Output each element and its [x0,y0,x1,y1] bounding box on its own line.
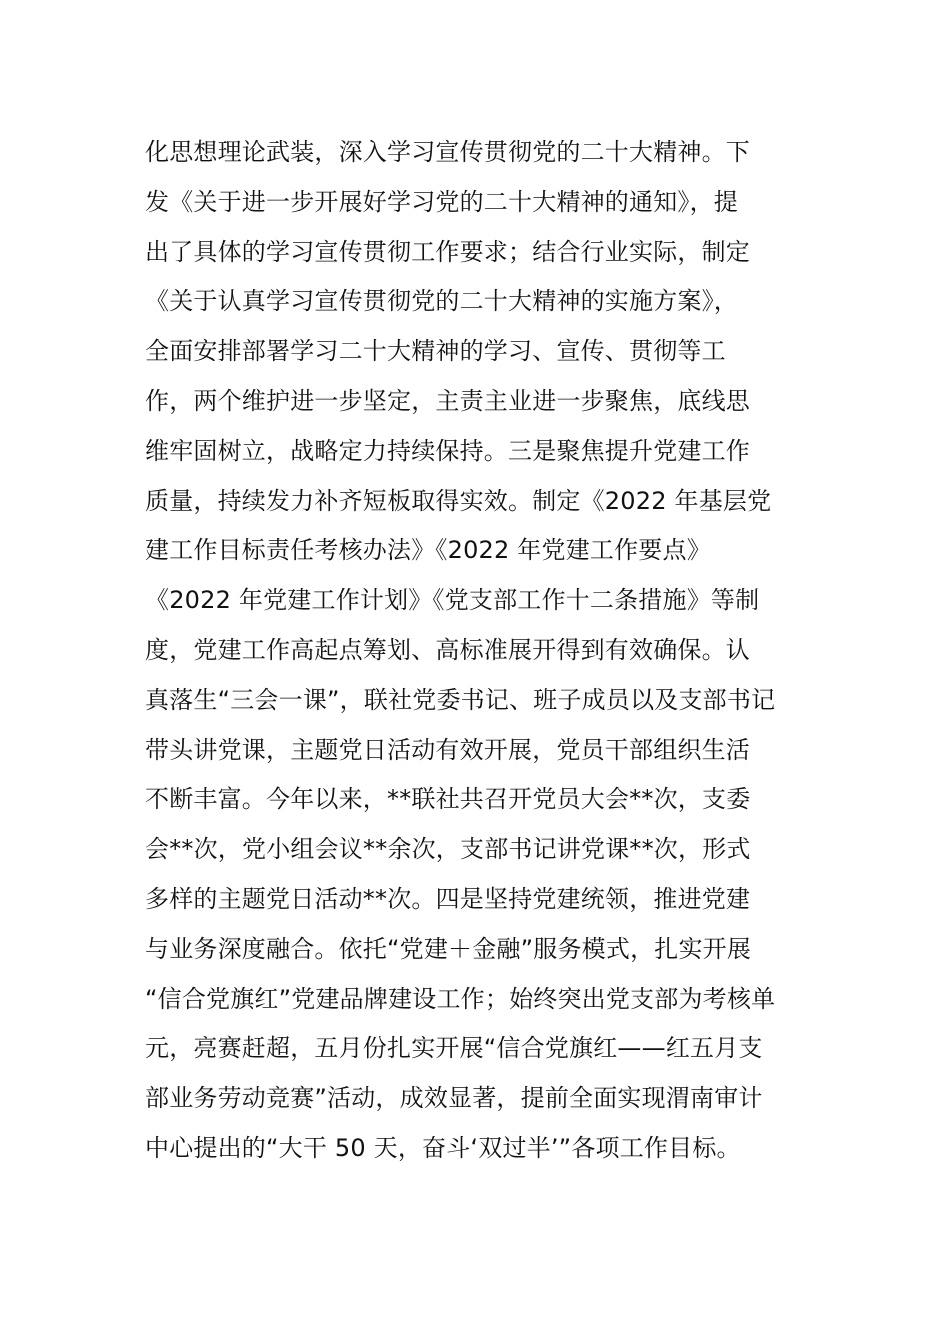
text-line: 《关于认真学习宣传贯彻党的二十大精神的实施方案》， [145,287,738,316]
text-line: 部业务劳动竞赛”活动，成效显著，提前全面实现渭南审计 [145,1084,763,1113]
text-line: 发《关于进一步开展好学习党的二十大精神的通知》，提 [145,187,738,216]
text-line: 中心提出的“大干 50 天，奋斗‘双过半’”各项工作目标。 [145,1133,741,1162]
text-line: 元，亮赛赶超，五月份扎实开展“信合党旗红——红五月支 [145,1034,763,1063]
text-line: 度，党建工作高起点筹划、高标准展开得到有效确保。认 [145,635,750,664]
text-line: 出了具体的学习宣传贯彻工作要求；结合行业实际，制定 [145,237,750,266]
text-line: 真落生“三会一课”，联社党委书记、班子成员以及支部书记 [145,685,776,714]
text-line: 作，两个维护进一步坚定，主责主业进一步聚焦，底线思 [145,386,750,415]
text-line: 建工作目标责任考核办法》《2022 年党建工作要点》 [145,536,711,565]
text-line: 多样的主题党日活动**次。四是坚持党建统领，推进党建 [145,884,751,913]
text-line: 维牢固树立，战略定力持续保持。三是聚焦提升党建工作 [145,436,750,465]
text-line: 全面安排部署学习二十大精神的学习、宣传、贯彻等工 [145,337,726,366]
text-line: “信合党旗红”党建品牌建设工作；始终突出党支部为考核单 [145,984,776,1013]
text-line: 化思想理论武装，深入学习宣传贯彻党的二十大精神。下 [145,138,750,166]
text-line: 不断丰富。今年以来，**联社共召开党员大会**次，支委 [145,785,751,814]
text-line: 带头讲党课，主题党日活动有效开展，党员干部组织生活 [145,735,750,764]
body-paragraph [145,128,815,1174]
text-line: 与业务深度融合。依托“党建＋金融”服务模式，扎实开展 [145,934,752,963]
text-line: 质量，持续发力补齐短板取得实效。制定《2022 年基层党 [145,486,772,515]
text-line: 《2022 年党建工作计划》《党支部工作十二条措施》等制 [145,586,760,615]
text-line: 会**次，党小组会议**余次，支部书记讲党课**次，形式 [145,835,751,864]
